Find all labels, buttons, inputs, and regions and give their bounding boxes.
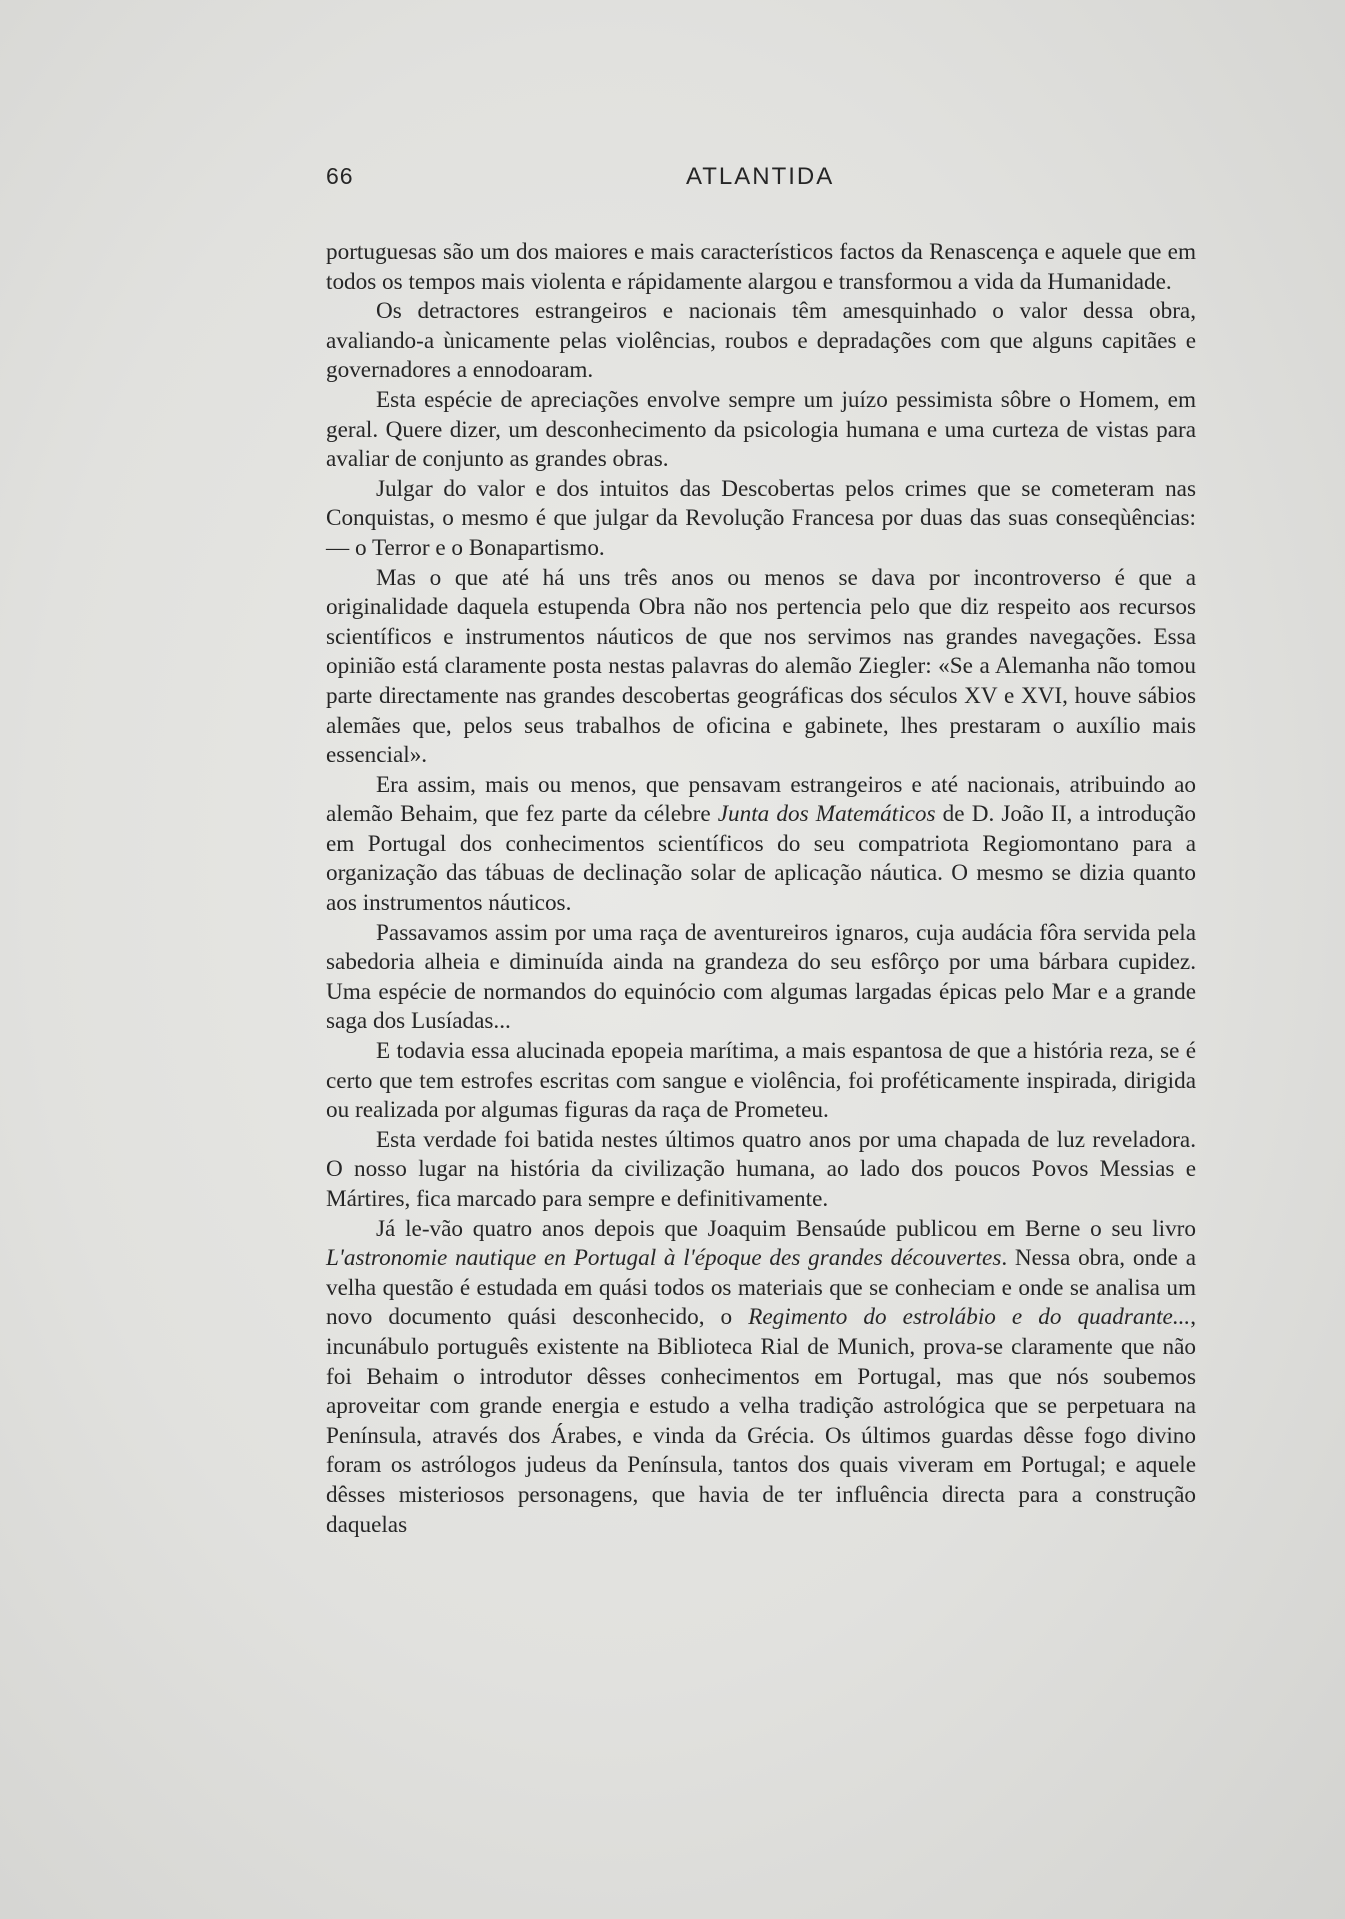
text-run: , incunábulo português existente na Biblioteca Rial de Munich, prova-se claramente que não foi Behaim o introdutor dêsses conhecimentos em Portugal, mas que nós soubemos aproveitar com grande energia e estudo a velha tradição astrológica que se perpetuara na Península, através dos Árabes, e vinda da Grécia. Os últimos guardas dêsse fogo divino foram os astrólogos judeus da Península, tantos dos quais viveram em Portugal; e aquele dêsses misteriosos personagens, que havia de ter influência directa para a construção daquelas — [326, 1304, 1197, 1538]
text-run: E todavia essa alucinada epopeia marítima, a mais espantosa de que a história reza, se é certo que tem estrofes escritas com sangue e violência, foi proféticamente inspirada, dirigida ou realizada por algumas figuras da raça de Prometeu. — [326, 1038, 1196, 1124]
paragraph — [326, 475, 1196, 564]
text-run: portuguesas são um dos maiores e mais característicos factos da Renascença e aquele que em todos os tempos mais violenta e rápidamente alargou e transformou a vida da Humanidade. — [326, 239, 1196, 295]
page-number: 66 — [326, 163, 354, 189]
text-run: Já le-vão quatro anos depois que Joaquim Bensaúde publicou em Berne o seu livro — [376, 1215, 1196, 1242]
paragraph — [326, 238, 1196, 297]
running-head — [326, 163, 1196, 203]
text-run: de D. João II, a introdução em Portugal dos conhecimentos scientíficos do seu compatriota Regiomontano para a organização das tábuas de declinação solar de aplicação náutica. O mesmo se dizia quanto aos instrumentos náuticos. — [326, 801, 1196, 917]
text-run: . Nessa obra, onde a velha questão é estudada em quási todos os materiais que se conheciam e onde se analisa um novo documento quási desconhecido, o — [326, 1245, 1196, 1331]
italic-title: Regimento do estrolábio e do quadrante... — [748, 1304, 1191, 1331]
italic-title: L'astronomie nautique en Portugal à l'époque des grandes découvertes — [326, 1245, 1002, 1272]
paragraph — [326, 1037, 1196, 1126]
text-run: Passavamos assim por uma raça de aventureiros ignaros, cuja audácia fôra servida pela sabedoria alheia e diminuída ainda na grandeza do seu esfôrço por uma bárbara cupidez. Uma espécie de normandos do equinócio com algumas largadas épicas pelo Mar e a grande saga dos Lusíadas... — [326, 919, 1196, 1035]
paragraph — [326, 1126, 1196, 1215]
body-text — [326, 238, 1196, 1540]
text-run: Os detractores estrangeiros e nacionais têm amesquinhado o valor dessa obra, avaliando-a ùnicamente pelas violências, roubos e depradações com que alguns capitães e governadores a ennodoaram. — [326, 298, 1196, 384]
italic-title: Junta dos Matemáticos — [717, 801, 936, 828]
paragraph — [326, 386, 1196, 475]
paragraph — [326, 771, 1196, 919]
text-run: Era assim, mais ou menos, que pensavam estrangeiros e até nacionais, atribuindo ao alemão Behaim, que fez parte da célebre — [326, 771, 1196, 828]
paragraph — [326, 919, 1196, 1037]
paragraph — [326, 1215, 1196, 1541]
text-run: Esta verdade foi batida nestes últimos quatro anos por uma chapada de luz reveladora. O nosso lugar na história da civilização humana, ao lado dos poucos Povos Messias e Mártires, fica marcado para sempre e definitivamente. — [326, 1126, 1196, 1212]
running-title: ATLANTIDA — [686, 163, 835, 190]
text-run: Mas o que até há uns três anos ou menos se dava por incontroverso é que a originalidade daquela estupenda Obra não nos pertencia pelo que diz respeito aos recursos scientíficos e instrumentos náuticos de que nos servimos nas grandes navegações. Essa opinião está claramente posta nestas palavras do alemão Ziegler: «Se a Alemanha não tomou parte directamente nas grandes descobertas geográficas dos séculos XV e XVI, houve sábios alemães que, pelos seus trabalhos de oficina e gabinete, lhes prestaram o auxílio mais essencial». — [326, 564, 1196, 769]
text-run: Esta espécie de apreciações envolve sempre um juízo pessimista sôbre o Homem, em geral. Quere dizer, um desconhecimento da psicologia humana e uma curteza de vistas para avaliar de conjunto as grandes obras. — [326, 386, 1196, 473]
paragraph — [326, 297, 1196, 386]
paragraph — [326, 564, 1196, 771]
text-run: Julgar do valor e dos intuitos das Descobertas pelos crimes que se cometeram nas Conquistas, o mesmo é que julgar da Revolução Francesa por duas das suas conseqùências: — o Terror e o Bonapartismo. — [326, 475, 1196, 561]
